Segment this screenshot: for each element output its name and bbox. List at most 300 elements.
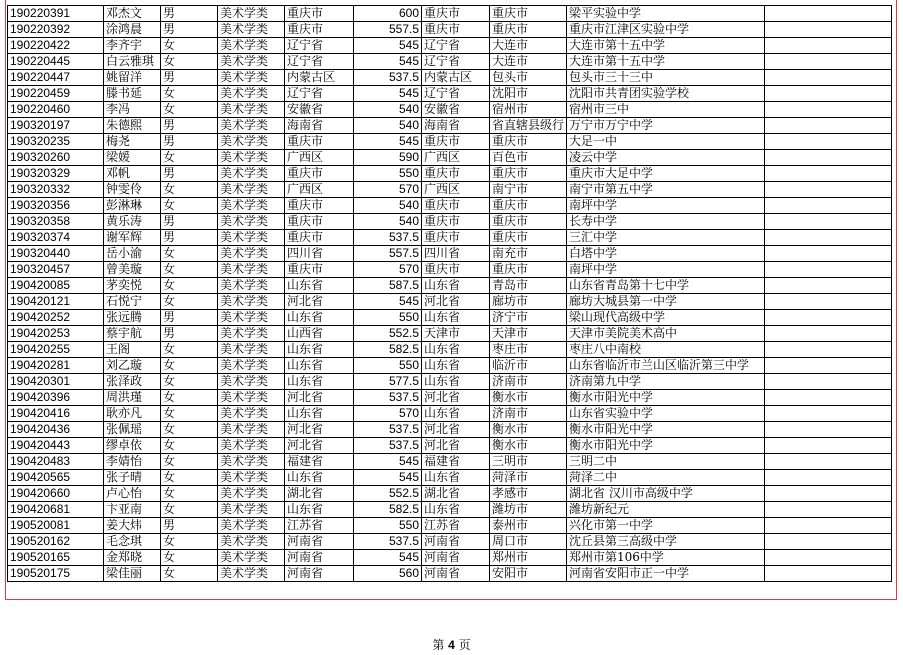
table-row: [8, 198, 892, 214]
table-row: [8, 22, 892, 38]
student-id-cell: 190420121: [8, 294, 104, 310]
major-category-cell: 美术学类: [218, 486, 285, 502]
empty-cell: [765, 438, 892, 454]
school-province-cell: 重庆市: [422, 22, 490, 38]
gender-cell: 男: [161, 326, 218, 342]
school-province-cell: 山东省: [422, 358, 490, 374]
school-province-cell: 内蒙古区: [422, 70, 490, 86]
gender-cell: 女: [161, 550, 218, 566]
table-row: [8, 406, 892, 422]
school-city-cell: 省直辖县级行: [490, 118, 567, 134]
student-id-cell: 190420436: [8, 422, 104, 438]
school-province-cell: 河北省: [422, 390, 490, 406]
empty-cell: [765, 502, 892, 518]
table-row: [8, 150, 892, 166]
student-id-cell: 190220460: [8, 102, 104, 118]
school-city-cell: 沈阳市: [490, 86, 567, 102]
page-footer: [0, 636, 903, 653]
source-province-cell: 山东省: [285, 502, 354, 518]
student-name-cell: 耿亦凡: [104, 406, 161, 422]
student-name-cell: 滕书延: [104, 86, 161, 102]
table-row: [8, 118, 892, 134]
table-row: [8, 486, 892, 502]
student-name-cell: 谢军辉: [104, 230, 161, 246]
student-name-cell: 梁媛: [104, 150, 161, 166]
student-id-cell: 190220422: [8, 38, 104, 54]
table-row: [8, 390, 892, 406]
school-city-cell: 廊坊市: [490, 294, 567, 310]
school-city-cell: 南充市: [490, 246, 567, 262]
student-name-cell: 梅尧: [104, 134, 161, 150]
gender-cell: 女: [161, 406, 218, 422]
source-province-cell: 安徽省: [285, 102, 354, 118]
student-id-cell: 190420085: [8, 278, 104, 294]
school-province-cell: 广西区: [422, 182, 490, 198]
school-name-cell: 南坪中学: [567, 198, 765, 214]
source-province-cell: 海南省: [285, 118, 354, 134]
table-row: [8, 422, 892, 438]
major-category-cell: 美术学类: [218, 310, 285, 326]
gender-cell: 女: [161, 262, 218, 278]
student-id-cell: 190220392: [8, 22, 104, 38]
source-province-cell: 江苏省: [285, 518, 354, 534]
student-id-cell: 190320358: [8, 214, 104, 230]
table-row: [8, 454, 892, 470]
table-row: [8, 518, 892, 534]
score-cell: 560: [354, 566, 422, 582]
student-id-cell: 190520081: [8, 518, 104, 534]
gender-cell: 女: [161, 38, 218, 54]
school-city-cell: 济南市: [490, 374, 567, 390]
score-cell: 545: [354, 54, 422, 70]
major-category-cell: 美术学类: [218, 38, 285, 54]
student-name-cell: 白云雅琪: [104, 54, 161, 70]
student-id-cell: 190320332: [8, 182, 104, 198]
score-cell: 545: [354, 134, 422, 150]
table-row: [8, 358, 892, 374]
source-province-cell: 河北省: [285, 390, 354, 406]
empty-cell: [765, 102, 892, 118]
student-id-cell: 190320329: [8, 166, 104, 182]
school-city-cell: 菏泽市: [490, 470, 567, 486]
table-row: [8, 54, 892, 70]
school-province-cell: 江苏省: [422, 518, 490, 534]
school-city-cell: 重庆市: [490, 198, 567, 214]
source-province-cell: 河北省: [285, 294, 354, 310]
student-id-cell: 190320235: [8, 134, 104, 150]
source-province-cell: 重庆市: [285, 166, 354, 182]
major-category-cell: 美术学类: [218, 454, 285, 470]
source-province-cell: 湖北省: [285, 486, 354, 502]
major-category-cell: 美术学类: [218, 214, 285, 230]
empty-cell: [765, 566, 892, 582]
major-category-cell: 美术学类: [218, 502, 285, 518]
school-province-cell: 四川省: [422, 246, 490, 262]
table-row: [8, 470, 892, 486]
score-cell: 552.5: [354, 486, 422, 502]
gender-cell: 女: [161, 86, 218, 102]
student-id-cell: 190220447: [8, 70, 104, 86]
student-id-cell: 190520175: [8, 566, 104, 582]
school-city-cell: 衡水市: [490, 438, 567, 454]
school-province-cell: 河北省: [422, 438, 490, 454]
empty-cell: [765, 310, 892, 326]
school-name-cell: 枣庄八中南校: [567, 342, 765, 358]
school-province-cell: 辽宁省: [422, 54, 490, 70]
source-province-cell: 重庆市: [285, 230, 354, 246]
major-category-cell: 美术学类: [218, 294, 285, 310]
school-name-cell: 梁山现代高级中学: [567, 310, 765, 326]
source-province-cell: 河南省: [285, 550, 354, 566]
source-province-cell: 重庆市: [285, 198, 354, 214]
gender-cell: 女: [161, 454, 218, 470]
school-province-cell: 山东省: [422, 470, 490, 486]
major-category-cell: 美术学类: [218, 470, 285, 486]
major-category-cell: 美术学类: [218, 566, 285, 582]
school-name-cell: 山东省青岛第十七中学: [567, 278, 765, 294]
school-name-cell: 衡水市阳光中学: [567, 390, 765, 406]
school-province-cell: 山东省: [422, 342, 490, 358]
student-id-cell: 190320197: [8, 118, 104, 134]
score-cell: 537.5: [354, 70, 422, 86]
score-cell: 582.5: [354, 502, 422, 518]
table-row: [8, 246, 892, 262]
student-name-cell: 梁佳丽: [104, 566, 161, 582]
score-cell: 545: [354, 550, 422, 566]
score-cell: 550: [354, 518, 422, 534]
source-province-cell: 重庆市: [285, 134, 354, 150]
gender-cell: 男: [161, 6, 218, 22]
gender-cell: 女: [161, 358, 218, 374]
empty-cell: [765, 118, 892, 134]
empty-cell: [765, 198, 892, 214]
empty-cell: [765, 246, 892, 262]
admission-roster-table: [7, 5, 892, 582]
empty-cell: [765, 534, 892, 550]
empty-cell: [765, 550, 892, 566]
table-row: [8, 294, 892, 310]
school-name-cell: 三明二中: [567, 454, 765, 470]
source-province-cell: 山东省: [285, 358, 354, 374]
gender-cell: 女: [161, 502, 218, 518]
student-name-cell: 金郑晓: [104, 550, 161, 566]
source-province-cell: 山西省: [285, 326, 354, 342]
table-row: [8, 86, 892, 102]
school-city-cell: 枣庄市: [490, 342, 567, 358]
score-cell: 557.5: [354, 246, 422, 262]
student-name-cell: 朱德熙: [104, 118, 161, 134]
empty-cell: [765, 214, 892, 230]
source-province-cell: 重庆市: [285, 22, 354, 38]
school-province-cell: 重庆市: [422, 6, 490, 22]
major-category-cell: 美术学类: [218, 198, 285, 214]
school-name-cell: 南宁市第五中学: [567, 182, 765, 198]
score-cell: 540: [354, 118, 422, 134]
school-name-cell: 廊坊大城县第一中学: [567, 294, 765, 310]
table-row: [8, 230, 892, 246]
school-province-cell: 山东省: [422, 278, 490, 294]
student-id-cell: 190320356: [8, 198, 104, 214]
student-id-cell: 190420660: [8, 486, 104, 502]
table-row: [8, 102, 892, 118]
gender-cell: 男: [161, 118, 218, 134]
school-province-cell: 河南省: [422, 566, 490, 582]
school-name-cell: 大足一中: [567, 134, 765, 150]
gender-cell: 女: [161, 182, 218, 198]
source-province-cell: 重庆市: [285, 262, 354, 278]
student-id-cell: 190420301: [8, 374, 104, 390]
student-id-cell: 190420416: [8, 406, 104, 422]
gender-cell: 女: [161, 390, 218, 406]
table-row: [8, 278, 892, 294]
source-province-cell: 重庆市: [285, 6, 354, 22]
school-name-cell: 长寿中学: [567, 214, 765, 230]
student-id-cell: 190520162: [8, 534, 104, 550]
score-cell: 550: [354, 310, 422, 326]
student-name-cell: 黄乐涛: [104, 214, 161, 230]
score-cell: 550: [354, 166, 422, 182]
score-cell: 537.5: [354, 438, 422, 454]
school-city-cell: 衡水市: [490, 422, 567, 438]
gender-cell: 男: [161, 214, 218, 230]
school-province-cell: 辽宁省: [422, 38, 490, 54]
school-name-cell: 山东省临沂市兰山区临沂第三中学: [567, 358, 765, 374]
score-cell: 582.5: [354, 342, 422, 358]
school-province-cell: 海南省: [422, 118, 490, 134]
gender-cell: 女: [161, 486, 218, 502]
school-province-cell: 山东省: [422, 374, 490, 390]
school-city-cell: 宿州市: [490, 102, 567, 118]
empty-cell: [765, 470, 892, 486]
school-province-cell: 重庆市: [422, 134, 490, 150]
source-province-cell: 山东省: [285, 406, 354, 422]
school-city-cell: 重庆市: [490, 230, 567, 246]
school-city-cell: 周口市: [490, 534, 567, 550]
school-province-cell: 河北省: [422, 422, 490, 438]
school-name-cell: 凌云中学: [567, 150, 765, 166]
school-city-cell: 济南市: [490, 406, 567, 422]
student-name-cell: 张佩瑶: [104, 422, 161, 438]
score-cell: 537.5: [354, 422, 422, 438]
student-name-cell: 缪卓依: [104, 438, 161, 454]
gender-cell: 女: [161, 438, 218, 454]
major-category-cell: 美术学类: [218, 134, 285, 150]
school-province-cell: 广西区: [422, 150, 490, 166]
student-name-cell: 石悦宁: [104, 294, 161, 310]
empty-cell: [765, 38, 892, 54]
empty-cell: [765, 454, 892, 470]
major-category-cell: 美术学类: [218, 230, 285, 246]
school-name-cell: 白塔中学: [567, 246, 765, 262]
gender-cell: 男: [161, 310, 218, 326]
table-row: [8, 262, 892, 278]
school-name-cell: 梁平实验中学: [567, 6, 765, 22]
gender-cell: 女: [161, 470, 218, 486]
school-city-cell: 孝感市: [490, 486, 567, 502]
school-province-cell: 重庆市: [422, 166, 490, 182]
school-city-cell: 大连市: [490, 38, 567, 54]
source-province-cell: 福建省: [285, 454, 354, 470]
student-id-cell: 190420443: [8, 438, 104, 454]
score-cell: 545: [354, 38, 422, 54]
table-row: [8, 342, 892, 358]
empty-cell: [765, 150, 892, 166]
source-province-cell: 广西区: [285, 182, 354, 198]
source-province-cell: 河北省: [285, 422, 354, 438]
empty-cell: [765, 358, 892, 374]
student-name-cell: 刘乙璇: [104, 358, 161, 374]
school-city-cell: 临沂市: [490, 358, 567, 374]
score-cell: 537.5: [354, 230, 422, 246]
school-name-cell: 湖北省 汉川市高级中学: [567, 486, 765, 502]
school-name-cell: 重庆市江津区实验中学: [567, 22, 765, 38]
source-province-cell: 山东省: [285, 470, 354, 486]
score-cell: 570: [354, 182, 422, 198]
student-name-cell: 毛念琪: [104, 534, 161, 550]
school-city-cell: 天津市: [490, 326, 567, 342]
student-name-cell: 彭淋琳: [104, 198, 161, 214]
major-category-cell: 美术学类: [218, 166, 285, 182]
gender-cell: 男: [161, 134, 218, 150]
major-category-cell: 美术学类: [218, 118, 285, 134]
empty-cell: [765, 262, 892, 278]
table-row: [8, 326, 892, 342]
school-city-cell: 重庆市: [490, 166, 567, 182]
source-province-cell: 河南省: [285, 534, 354, 550]
school-city-cell: 济宁市: [490, 310, 567, 326]
school-city-cell: 大连市: [490, 54, 567, 70]
empty-cell: [765, 134, 892, 150]
student-name-cell: 李齐宇: [104, 38, 161, 54]
school-name-cell: 大连市第十五中学: [567, 54, 765, 70]
source-province-cell: 山东省: [285, 374, 354, 390]
source-province-cell: 广西区: [285, 150, 354, 166]
school-name-cell: 山东省实验中学: [567, 406, 765, 422]
table-row: [8, 134, 892, 150]
major-category-cell: 美术学类: [218, 278, 285, 294]
student-id-cell: 190420681: [8, 502, 104, 518]
empty-cell: [765, 86, 892, 102]
school-name-cell: 大连市第十五中学: [567, 38, 765, 54]
major-category-cell: 美术学类: [218, 326, 285, 342]
major-category-cell: 美术学类: [218, 6, 285, 22]
score-cell: 600: [354, 6, 422, 22]
school-province-cell: 山东省: [422, 406, 490, 422]
major-category-cell: 美术学类: [218, 54, 285, 70]
empty-cell: [765, 486, 892, 502]
school-city-cell: 三明市: [490, 454, 567, 470]
school-city-cell: 重庆市: [490, 22, 567, 38]
student-name-cell: 张泽政: [104, 374, 161, 390]
empty-cell: [765, 422, 892, 438]
footer-suffix: 页: [458, 638, 471, 652]
gender-cell: 女: [161, 246, 218, 262]
empty-cell: [765, 390, 892, 406]
empty-cell: [765, 182, 892, 198]
gender-cell: 女: [161, 374, 218, 390]
school-province-cell: 重庆市: [422, 230, 490, 246]
student-id-cell: 190420252: [8, 310, 104, 326]
major-category-cell: 美术学类: [218, 342, 285, 358]
gender-cell: 男: [161, 70, 218, 86]
student-id-cell: 190420565: [8, 470, 104, 486]
gender-cell: 男: [161, 22, 218, 38]
school-name-cell: 沈阳市共青团实验学校: [567, 86, 765, 102]
school-city-cell: 重庆市: [490, 214, 567, 230]
school-name-cell: 宿州市三中: [567, 102, 765, 118]
score-cell: 545: [354, 294, 422, 310]
school-province-cell: 重庆市: [422, 214, 490, 230]
major-category-cell: 美术学类: [218, 246, 285, 262]
empty-cell: [765, 342, 892, 358]
empty-cell: [765, 70, 892, 86]
table-row: [8, 182, 892, 198]
student-id-cell: 190520165: [8, 550, 104, 566]
student-name-cell: 钟雯伶: [104, 182, 161, 198]
student-id-cell: 190220445: [8, 54, 104, 70]
student-id-cell: 190320260: [8, 150, 104, 166]
school-province-cell: 河北省: [422, 294, 490, 310]
school-city-cell: 郑州市: [490, 550, 567, 566]
school-name-cell: 南坪中学: [567, 262, 765, 278]
gender-cell: 女: [161, 342, 218, 358]
major-category-cell: 美术学类: [218, 374, 285, 390]
score-cell: 545: [354, 86, 422, 102]
table-row: [8, 166, 892, 182]
score-cell: 537.5: [354, 390, 422, 406]
empty-cell: [765, 166, 892, 182]
gender-cell: 男: [161, 166, 218, 182]
gender-cell: 女: [161, 198, 218, 214]
source-province-cell: 山东省: [285, 278, 354, 294]
school-name-cell: 济南第九中学: [567, 374, 765, 390]
school-name-cell: 潍坊新纪元: [567, 502, 765, 518]
major-category-cell: 美术学类: [218, 390, 285, 406]
school-province-cell: 天津市: [422, 326, 490, 342]
student-name-cell: 蔡宇航: [104, 326, 161, 342]
school-name-cell: 重庆市大足中学: [567, 166, 765, 182]
table-row: [8, 38, 892, 54]
student-id-cell: 190320457: [8, 262, 104, 278]
empty-cell: [765, 54, 892, 70]
student-name-cell: 岳小渝: [104, 246, 161, 262]
school-name-cell: 沈丘县第三高级中学: [567, 534, 765, 550]
page-number: 4: [448, 638, 455, 652]
school-name-cell: 河南省安阳市正一中学: [567, 566, 765, 582]
empty-cell: [765, 22, 892, 38]
table-row: [8, 534, 892, 550]
school-province-cell: 河南省: [422, 534, 490, 550]
major-category-cell: 美术学类: [218, 150, 285, 166]
major-category-cell: 美术学类: [218, 518, 285, 534]
empty-cell: [765, 294, 892, 310]
table-row: [8, 6, 892, 22]
student-name-cell: 曾美璇: [104, 262, 161, 278]
school-name-cell: 包头市三十三中: [567, 70, 765, 86]
student-id-cell: 190420396: [8, 390, 104, 406]
school-province-cell: 重庆市: [422, 198, 490, 214]
table-row: [8, 374, 892, 390]
student-name-cell: 张子晴: [104, 470, 161, 486]
school-name-cell: 天津市美院美术高中: [567, 326, 765, 342]
score-cell: 537.5: [354, 534, 422, 550]
table-row: [8, 502, 892, 518]
score-cell: 550: [354, 358, 422, 374]
school-name-cell: 万宁市万宁中学: [567, 118, 765, 134]
school-province-cell: 山东省: [422, 502, 490, 518]
source-province-cell: 山东省: [285, 342, 354, 358]
gender-cell: 男: [161, 518, 218, 534]
